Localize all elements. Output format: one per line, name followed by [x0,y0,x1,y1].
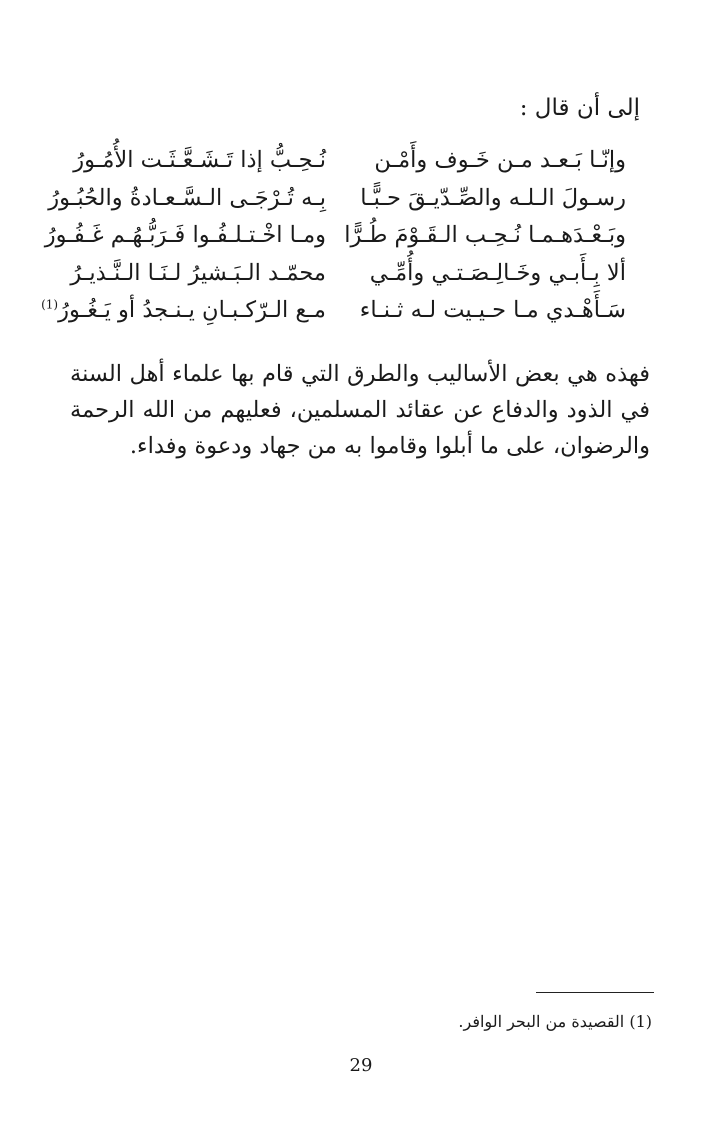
footnote-divider [536,992,654,993]
verse-second-hemistich: محمّـد الـبَـشيرُ لـنَـا الـنَّـذيـرُ [70,259,326,286]
poem [0,142,722,330]
verse-first-hemistich: وبَـعْـدَهـمـا نُـحِـب الـقَـوْمَ طُـرًّا [344,222,626,248]
footnote-marker: (1) [41,297,59,312]
intro-line: إلى أن قال : [519,95,640,121]
verse-second-hemistich: بِـه تُـرْجَـى الـسَّـعـادةُ والحُبُـورُ [48,184,326,211]
body-paragraph: فهذه هي بعض الأساليب والطرق التي قام بها علماء أهل السنة في الذود والدفاع عن عقائد المسلمين، فعليهم من الله الرحمة والرضوان، على ما أبلوا وقاموا به من جهاد ودعوة وفداء. [70,361,650,459]
verse-first-hemistich: رسـولَ الـلـه والصِّـدّيـقَ حـبًّـا [360,184,626,211]
verse-second-hemistich: نُـحِـبُّ إذا تَـشَـعَّـثَـت الأُمُـورُ [73,147,326,173]
hemistich-text: مـع الـرّكـبـانِ يـنـجدُ أو يَـغُـورُ [58,297,326,323]
verse-first-hemistich: وإنّـا بَـعـد مـن خَـوف وأَمْـن [374,147,626,173]
verse-second-hemistich [41,292,326,328]
poem-verse [0,180,722,218]
poem-verse [0,217,722,255]
poem-verse [0,255,722,293]
verse-second-hemistich: ومـا اخْـتـلـفُـوا فَـرَبُّـهُـم غَـفُـورُ [44,222,326,248]
verse-first-hemistich: ألا بِـأَبـي وخَـالِـصَـتـي وأُمِّـي [369,259,626,286]
verse-first-hemistich: سَـأَهْـدي مـا حـيـيت لـه ثـنـاء [359,297,626,323]
footnote: (1) القصيدة من البحر الوافر. [458,1012,652,1031]
poem-verse [0,142,722,180]
poem-verse [0,292,722,330]
page-number: 29 [349,1055,373,1076]
